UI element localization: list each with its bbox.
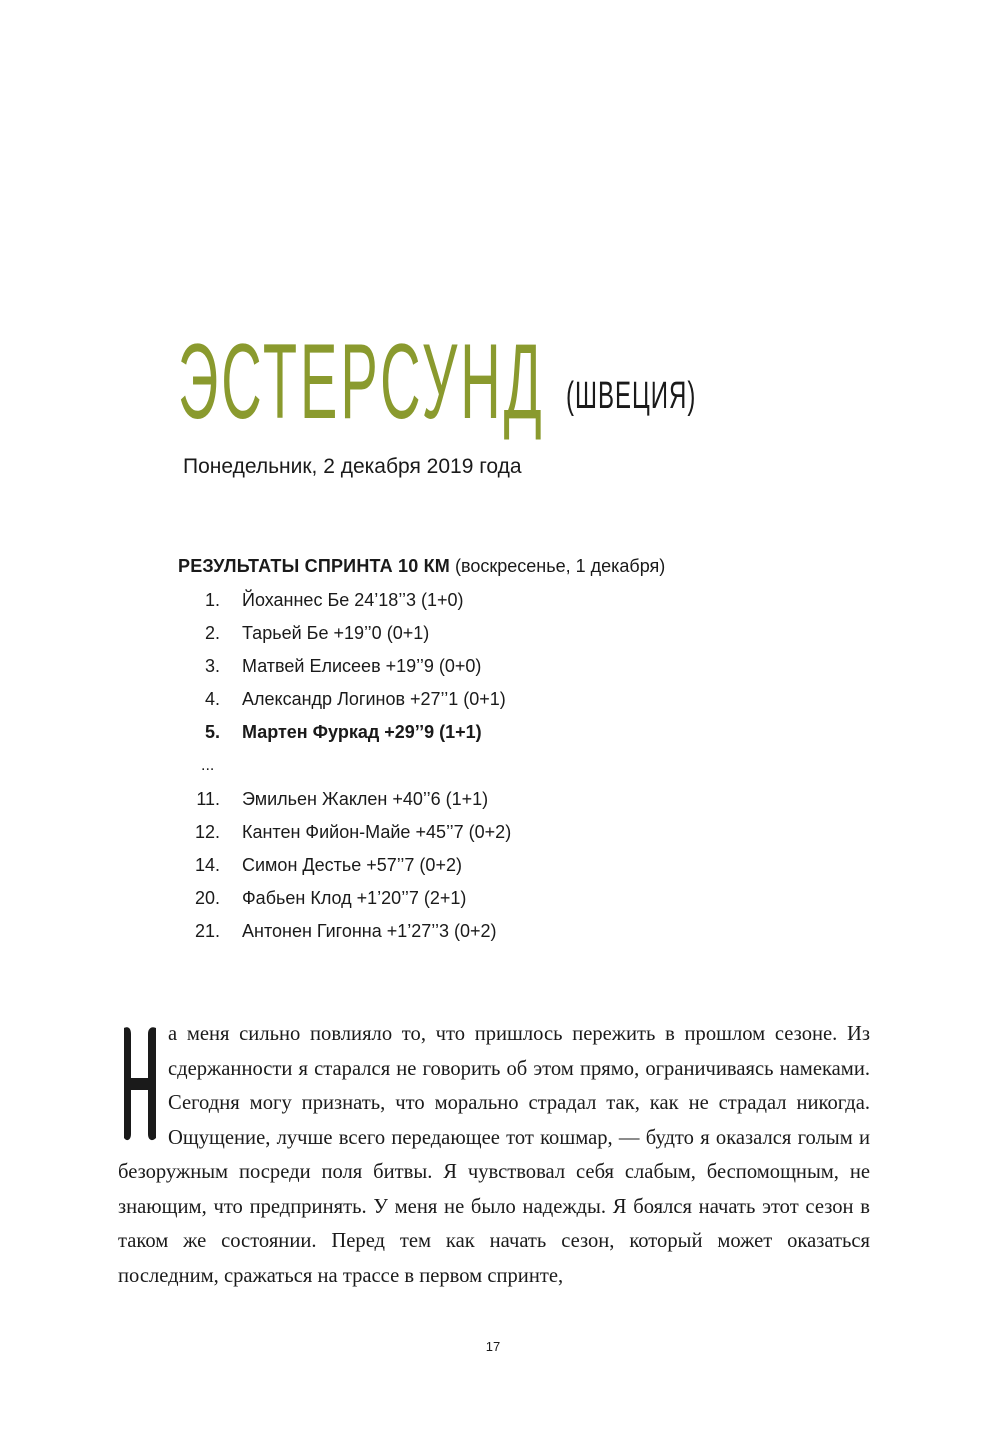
- result-text: Йоханнес Бе 24’18’’3 (1+0): [242, 590, 464, 610]
- result-text: Симон Дестье +57’’7 (0+2): [242, 855, 462, 875]
- results-heading-bold: РЕЗУЛЬТАТЫ СПРИНТА 10 КМ: [178, 556, 450, 576]
- result-text: Эмильен Жаклен +40’’6 (1+1): [242, 789, 489, 809]
- result-text: Матвей Елисеев +19’’9 (0+0): [242, 656, 482, 676]
- result-rank: 11.: [196, 789, 220, 809]
- result-rank: 1.: [204, 590, 220, 610]
- result-rank: 4.: [204, 689, 220, 709]
- result-text: Кантен Фийон-Майе +45’’7 (0+2): [242, 822, 512, 842]
- results-ellipsis: ...: [201, 757, 215, 774]
- result-rank: 14.: [194, 855, 220, 875]
- result-text: Мартен Фуркад +29’’9 (1+1): [242, 722, 482, 742]
- results-heading: [178, 556, 665, 577]
- result-text: Антонен Гигонна +1’27’’3 (0+2): [242, 921, 497, 941]
- page-number: 17: [485, 1339, 501, 1354]
- result-rank: 12.: [194, 822, 220, 842]
- result-text: Александр Логинов +27’’1 (0+1): [242, 689, 506, 709]
- result-rank: 3.: [204, 656, 220, 676]
- result-rank: 21.: [194, 921, 220, 941]
- body-paragraph: [118, 1017, 870, 1293]
- result-text: Фабьен Клод +1’20’’7 (2+1): [242, 888, 467, 908]
- result-rank: 5.: [204, 722, 220, 742]
- drop-cap: [118, 1024, 166, 1144]
- city-title: ЭСТЕРСУНД: [178, 321, 545, 441]
- results-heading-date: (воскресенье, 1 декабря): [450, 556, 666, 576]
- result-rank: 2.: [204, 623, 220, 643]
- paragraph-text: а меня сильно повлияло то, что пришлось пережить в прошлом сезоне. Из сдержанности я старался не говорить об этом прямо, ограничиваясь намеками. Сегодня могу признать, что морально страдал так, как не страдал никогда. Ощущение, лучше всего передающее тот кошмар, — будто я оказался голым и безоружным посреди поля битвы. Я чувствовал себя слабым, беспомощным, не знающим, что предпринять. У меня не было надежды. Я боялся начать этот сезон в таком же состоянии. Перед тем как начать сезон, который может оказаться последним, сражаться на трассе в первом спринте,: [118, 1023, 870, 1287]
- result-text: Тарьей Бе +19’’0 (0+1): [242, 623, 430, 643]
- country-subtitle: (ШВЕЦИЯ): [566, 374, 697, 418]
- result-rank: 20.: [194, 888, 220, 908]
- chapter-date: Понедельник, 2 декабря 2019 года: [183, 455, 522, 478]
